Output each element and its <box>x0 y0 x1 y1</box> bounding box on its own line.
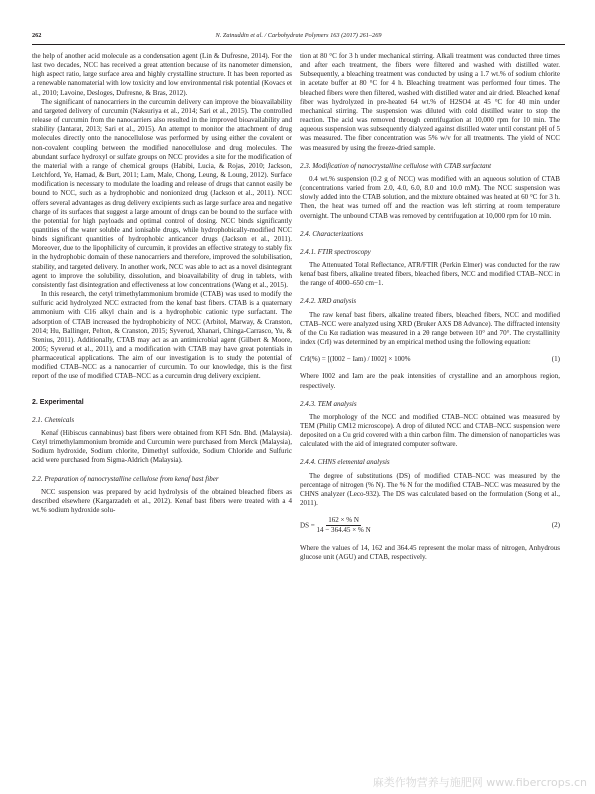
paragraph: The significant of nanocarriers in the curcumin delivery can improve the bioavailability and targeted delivery of curcumin (Naksuriya et al., 2014; Sari et al., 2015). The controlled release of curcumin from the nanocarriers also resulted in the improved bioavailability and stability (Jantarat, 2013; Sari et al., 2015). An attempt to monitor the attachment of drug molecules directly onto the nanocellulose was performed by using either the covalent or non-covalent coupling between the modified nanocellulose and drug molecules. The abundant surface hydroxyl or sulfate groups on NCC provides a site for the modification of the material with a range of chemical groups (Habibi, Lucia, & Rojas, 2010; Jackson, Letchford, Ye, Hamad, & Burt, 2011; Lam, Male, Chong, Leung, & Loung, 2012). Surface modification is necessary to modulate the loading and release of drugs that cannot easily be bound to NCC, such as a hydrophobic and nonionized drug (Jackson et al., 2011). NCC offers several advantages as drug delivery excipients such as large surface area and negative charge of its surfaces that suggest a large amount of drugs can be bound to the surface with the potential for high payloads and optimal control of dosing. NCC binds significantly quantities of the water soluble and ionisable drugs, while hydrophobically-modified NCC binds significant quantities of hydrophobic anticancer drugs (Jackson et al., 2011). Moreover, due to the lipophilicity of curcumin, it provides an effective strategy to stably fix in the hydrophobic domain of these nanocarriers and therefore, improved the solubilisation, stability, and targeted delivery. In another work, NCC was able to act as a novel disintegrant agent to improve the solubility, dissolution, and bioavailability of drug in tablets, with consistently fast disintegration and effectiveness at low concentrations (Wang et al., 2015). <box>32 97 292 289</box>
equation-1 <box>300 355 560 364</box>
paragraph: Where the values of 14, 162 and 364.45 represent the molar mass of nitrogen, Anhydrous glucose unit (AGU) and CTAB, respectively. <box>300 543 560 561</box>
paragraph: 0.4 wt.% suspension (0.2 g of NCC) was modified with an aqueous solution of CTAB (concentrations varied from 2.0, 4.0, 6.0, 8.0 and 10.0 mM). The NCC suspension was slowly added into the CTAB solution, and the mixture obtained was heated at 60 °C for 3 h. Then, the heat was turned off and the reaction was left stirring at room temperature overnight. The unbound CTAB was removed by centrifugation at 10,000 rpm for 10 min. <box>300 174 560 220</box>
subsubsection-heading: 2.4.3. TEM analysis <box>300 399 357 408</box>
equation-body: CrI(%) = [(I002 − Iam) / I002] × 100% <box>300 355 411 364</box>
paragraph: Where I002 and Iam are the peak intensities of crystalline and an amorphous region, respectively. <box>300 372 560 390</box>
subsection-heading: 2.3. Modification of nanocrystalline cellulose with CTAB surfactant <box>300 161 492 170</box>
paragraph: The Attenuated Total Reflectance, ATR/FTIR (Perkin Elmer) was conducted for the raw kenaf bast fibers, alkaline treated fibers, bleached fibers, NCC and modified CTAB–NCC in the range of 4000–650 cm−1. <box>300 260 560 288</box>
right-column <box>300 52 560 562</box>
paragraph: NCC suspension was prepared by acid hydrolysis of the obtained bleached fibers as described elsewhere (Kargarzadeh et al., 2012). Kenaf bast fibers were treated with a 4 wt.% sodium hydroxide solu- <box>32 487 292 515</box>
watermark: 麻类作物营养与施肥网 www.fibercrops.cn <box>372 776 587 789</box>
equation-lhs: DS = <box>300 521 315 530</box>
subsubsection-heading: 2.4.4. CHNS elemental analysis <box>300 458 390 467</box>
paragraph: In this research, the cetyl trimethylammonium bromide (CTAB) was used to modify the sulfuric acid hydrolyzed NCC extracted from the kenaf bast fibers. CTAB is a quaternary ammonium with C16 alkyl chain and is a hydrophobic cationic type surfactant. The adsorption of CTAB increased the hydrophobicity of NCC (Arbitol, Marway, & Cranston, 2014; Hu, Ballinger, Pelton, & Cranston, 2015; Syverud, Xhanari, Chinga-Carrasco, Yu, & Stenius, 2011). Additionally, CTAB may act as an antimicrobial agent (Gilbert & Moore, 2005; Syverud et al., 2011), and a modification with CTAB may have great potentials in pharmaceutical applications. The aim of our investigation is to study the potential of modified CTAB–NCC as a nanocarrier of curcumin. To our knowledge, this is the first report of the use of modified CTAB–NCC as a curcumin drug delivery excipient. <box>32 290 292 381</box>
equation-number: (2) <box>551 521 560 530</box>
equation-2 <box>300 516 560 535</box>
paragraph: The raw kenaf bast fibers, alkaline treated fibers, bleached fibers, NCC and modified CTAB–NCC were analyzed using XRD (Bruker AXS D8 Advance). The diffracted intensity of the Cu Kα radiation was measured in a 2θ range between 10° and 70°. The crystallinity index (CrI) was determined by an empirical method using the following equation: <box>300 310 560 347</box>
fraction-denominator: 14 − 364.45 × % N <box>316 526 371 535</box>
paragraph: The morphology of the NCC and modified CTAB–NCC obtained was measured by TEM (Philip CM12 microscope). A drop of diluted NCC and CTAB–NCC suspension were deposited on a Cu grid covered with a thin carbon film. The dimension of nanoparticles was calculated with the aid of integrated computer software. <box>300 412 560 449</box>
fraction-numerator: 162 × % N <box>326 516 361 526</box>
paragraph: Kenaf (Hibiscus cannabinus) bast fibers were obtained from KFI Sdn. Bhd. (Malaysia). Cetyl trimethylammonium bromide and Curcumin were purchased from Merck (Malaysia), Sodium hydroxide, Sodium chlorite, Dimethyl sulfoxide, Sodium Chloride and Sulfuric acid were purchased from Sigma-Aldrich (Malaysia). <box>32 428 292 465</box>
left-column <box>32 52 292 515</box>
paragraph: tion at 80 °C for 3 h under mechanical stirring. Alkali treatment was conducted three times and after each treatment, the fibers were filtered and washed with distilled water. Subsequently, a bleaching treatment was conducted by using a 1.7 wt.% of sodium chlorite in acetate buffer at 80 °C for 4 h. Bleaching treatment was performed four times. The bleached fibers were then filtered, washed with distilled water and air dried. Bleached kenaf fiber was hydrolyzed in pre-heated 64 wt.% of H2SO4 at 45 °C for 40 min under mechanical stirring. The suspension was diluted with cold distilled water to stop the reaction. The acid was removed through centrifugation at 10,000 rpm for 10 min. The aqueous suspension was subsequently dialyzed against distilled water until constant pH of 5 was measured. The fiber concentration was 5% w/v for all treatments. The yield of NCC was measured by using the freeze-dried sample. <box>300 52 560 152</box>
page-number: 262 <box>32 32 42 39</box>
paragraph: the help of another acid molecule as a condensation agent (Lin & Dufresne, 2014). For the last two decades, NCC has received a great attention because of its nanometer dimension, high aspect ratio, large surface area and highly crystalline structure. It has been reported as a renewable nanomaterial with low toxicity and low environmental risk potential (Kovacs et al., 2010; Lavoine, Desloges, Dufresne, & Bras, 2012). <box>32 52 292 97</box>
section-heading: 2. Experimental <box>32 398 84 406</box>
subsection-heading: 2.2. Preparation of nanocrystalline cellulose from kenaf bast fiber <box>32 474 219 483</box>
paragraph: The degree of substitutions (DS) of modified CTAB–NCC was measured by the percentage of nitrogen (% N). The % N for the modified CTAB–NCC was measured by the CHNS analyzer (Leco-932). The DS was calculated based on the formulation (Song et al., 2011). <box>300 471 560 508</box>
running-header <box>32 32 565 44</box>
equation-number: (1) <box>551 355 560 364</box>
subsubsection-heading: 2.4.2. XRD analysis <box>300 297 357 306</box>
subsection-heading: 2.1. Chemicals <box>32 415 75 424</box>
subsubsection-heading: 2.4.1. FTIR spectroscopy <box>300 247 371 256</box>
subsection-heading: 2.4. Characterizations <box>300 229 364 238</box>
journal-citation: N. Zainuddin et al. / Carbohydrate Polymers 163 (2017) 261–269 <box>215 32 382 39</box>
header-rule <box>32 44 565 45</box>
equation-fraction <box>317 516 371 535</box>
